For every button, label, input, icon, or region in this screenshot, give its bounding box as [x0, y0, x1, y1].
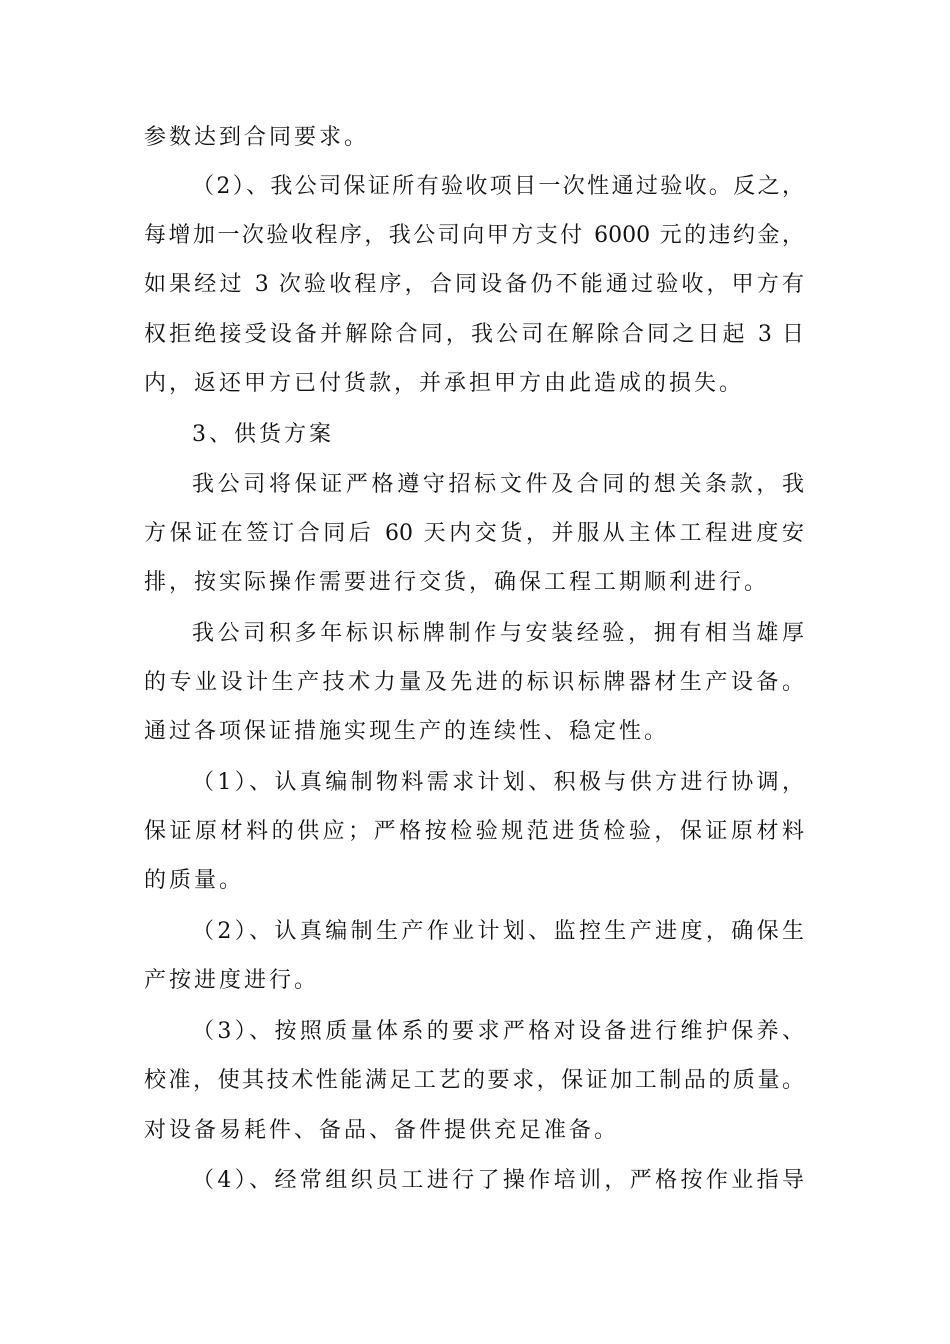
text-line: 的专业设计生产技术力量及先进的标识标牌器材生产设备。 [144, 670, 804, 695]
text-line: 的质量。 [144, 868, 245, 893]
text-line: 权拒绝接受设备并解除合同，我公司在解除合同之日起 3 日 [144, 322, 804, 347]
text-line: 每增加一次验收程序，我公司向甲方支付 6000 元的违约金， [144, 223, 804, 248]
text-line: （3）、按照质量体系的要求严格对设备进行维护保养、 [192, 1019, 804, 1044]
text-line: 参数达到合同要求。 [144, 125, 370, 150]
text-line: 产按进度进行。 [144, 968, 320, 993]
text-line: 通过各项保证措施实现生产的连续性、稳定性。 [144, 719, 670, 744]
text-line: 我公司积多年标识标牌制作与安装经验，拥有相当雄厚 [192, 621, 804, 646]
text-line: 如果经过 3 次验收程序，合同设备仍不能通过验收，甲方有 [144, 272, 804, 297]
text-line: 保证原材料的供应；严格按检验规范进货检验，保证原材料 [144, 819, 804, 844]
text-line: （4）、经常组织员工进行了操作培训，严格按作业指导 [192, 1168, 804, 1193]
text-line: （2）、认真编制生产作业计划、监控生产进度，确保生 [192, 919, 804, 944]
text-line: 我公司将保证严格遵守招标文件及合同的想关条款，我 [192, 472, 804, 497]
text-line: （2）、我公司保证所有验收项目一次性通过验收。反之， [192, 174, 804, 199]
text-line: 对设备易耗件、备品、备件提供充足准备。 [144, 1118, 620, 1143]
text-line: 校准，使其技术性能满足工艺的要求，保证加工制品的质量。 [144, 1068, 804, 1093]
section-heading: 3、供货方案 [192, 422, 334, 447]
text-line: 排，按实际操作需要进行交货，确保工程工期顺利进行。 [144, 570, 770, 595]
text-line: （1）、认真编制物料需求计划、积极与供方进行协调， [192, 770, 804, 795]
text-line: 方保证在签订合同后 60 天内交货，并服从主体工程进度安 [144, 521, 804, 546]
text-line: 内，返还甲方已付货款，并承担甲方由此造成的损失。 [144, 371, 745, 396]
